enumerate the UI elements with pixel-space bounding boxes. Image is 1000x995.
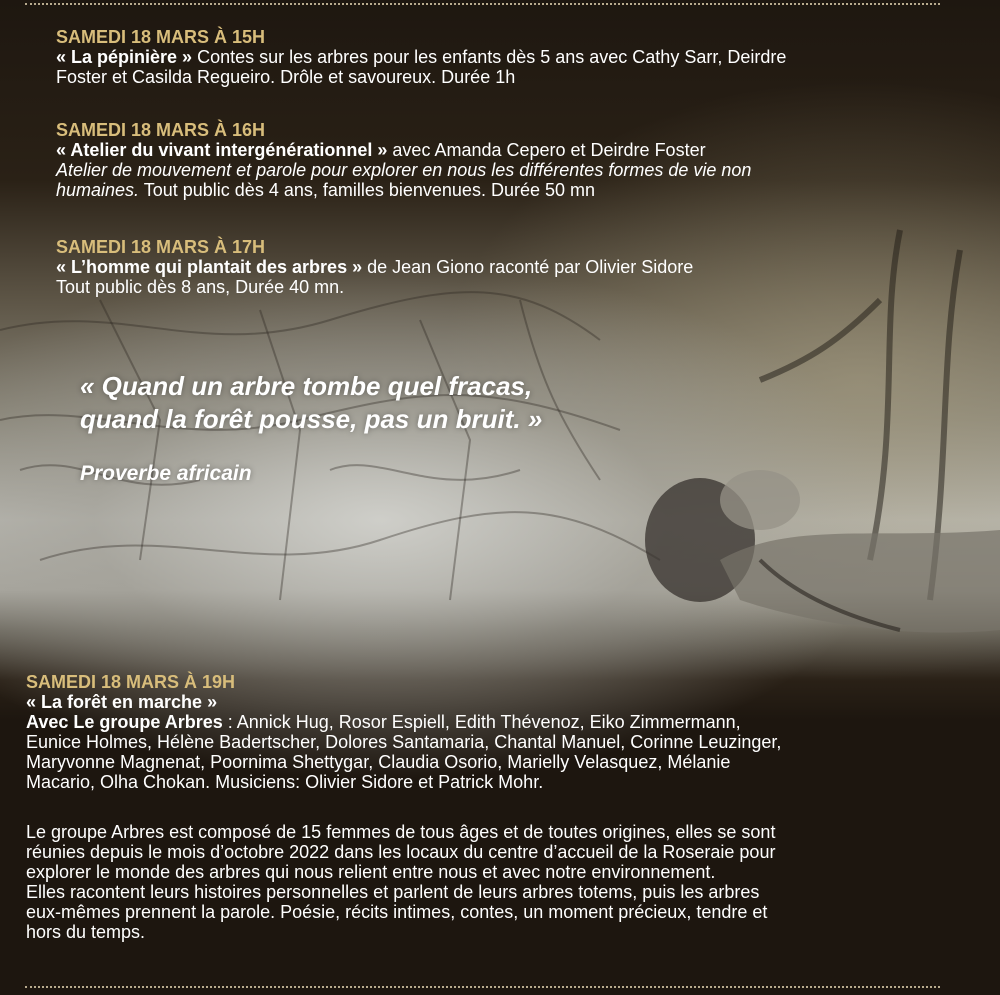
members-line: Maryvonne Magnenat, Poornima Shettygar, Claudia Osorio, Marielly Velasquez, Mélanie: [26, 752, 731, 772]
event-italic-text: humaines.: [56, 180, 140, 200]
event-text: de Jean Giono raconté par Olivier Sidore: [362, 257, 694, 277]
quote-line: quand la forêt pousse, pas un bruit. »: [80, 404, 543, 434]
event-description: [56, 47, 786, 67]
event-16h: [56, 120, 751, 200]
members-line: [26, 712, 781, 732]
description-line: Elles racontent leurs histoires personnelles et parlent de leurs arbres totems, puis les arbres: [26, 882, 760, 902]
description-line: Le groupe Arbres est composé de 15 femmes de tous âges et de toutes origines, elles se sont: [26, 822, 776, 842]
group-label: Avec Le groupe Arbres: [26, 712, 223, 732]
event-text: Tout public dès 4 ans, familles bienvenues. Durée 50 mn: [139, 180, 595, 200]
description-line: explorer le monde des arbres qui nous relient entre nous et avec notre environnement.: [26, 862, 716, 882]
event-17h: [56, 237, 693, 297]
event-title: « Atelier du vivant intergénérationnel »: [56, 140, 388, 160]
event-text-line: [56, 180, 751, 200]
description-line: réunies depuis le mois d’octobre 2022 dans les locaux du centre d’accueil de la Roseraie pour: [26, 842, 776, 862]
event-text-line: Tout public dès 8 ans, Durée 40 mn.: [56, 277, 345, 297]
event-date: SAMEDI 18 MARS À 17H: [56, 237, 266, 257]
event-date: SAMEDI 18 MARS À 15H: [56, 27, 266, 47]
description-line: eux-mêmes prennent la parole. Poésie, récits intimes, contes, un moment précieux, tendre et: [26, 902, 768, 922]
members-line: Macario, Olha Chokan. Musiciens: Olivier Sidore et Patrick Mohr.: [26, 772, 544, 792]
event-title: « L’homme qui plantait des arbres »: [56, 257, 363, 277]
event-text: avec Amanda Cepero et Deirdre Foster: [387, 140, 706, 160]
event-15h: [56, 27, 786, 87]
bottom-dotted-divider: [25, 986, 940, 988]
event-description: [56, 140, 751, 160]
event-title: « La pépinière »: [56, 47, 193, 67]
members-text: : Annick Hug, Rosor Espiell, Edith Thévenoz, Eiko Zimmermann,: [222, 712, 741, 732]
event-date: SAMEDI 18 MARS À 16H: [56, 120, 266, 140]
proverb-quote: [80, 370, 542, 436]
members-line: Eunice Holmes, Hélène Badertscher, Dolores Santamaria, Chantal Manuel, Corinne Leuzinger,: [26, 732, 782, 752]
description-line: hors du temps.: [26, 922, 146, 942]
quote-author: Proverbe africain: [80, 462, 252, 485]
event-italic-line: Atelier de mouvement et parole pour explorer en nous les différentes formes de vie non: [56, 160, 752, 180]
event-description: [56, 257, 693, 277]
quote-line: « Quand un arbre tombe quel fracas,: [80, 371, 533, 401]
event-text-line: Foster et Casilda Regueiro. Drôle et savoureux. Durée 1h: [56, 67, 516, 87]
event-date: SAMEDI 18 MARS À 19H: [26, 672, 236, 692]
reclining-figure: [645, 470, 1000, 633]
event-text: Contes sur les arbres pour les enfants dès 5 ans avec Cathy Sarr, Deirdre: [192, 47, 787, 67]
event-19h: [26, 672, 781, 942]
event-title: « La forêt en marche »: [26, 692, 218, 712]
